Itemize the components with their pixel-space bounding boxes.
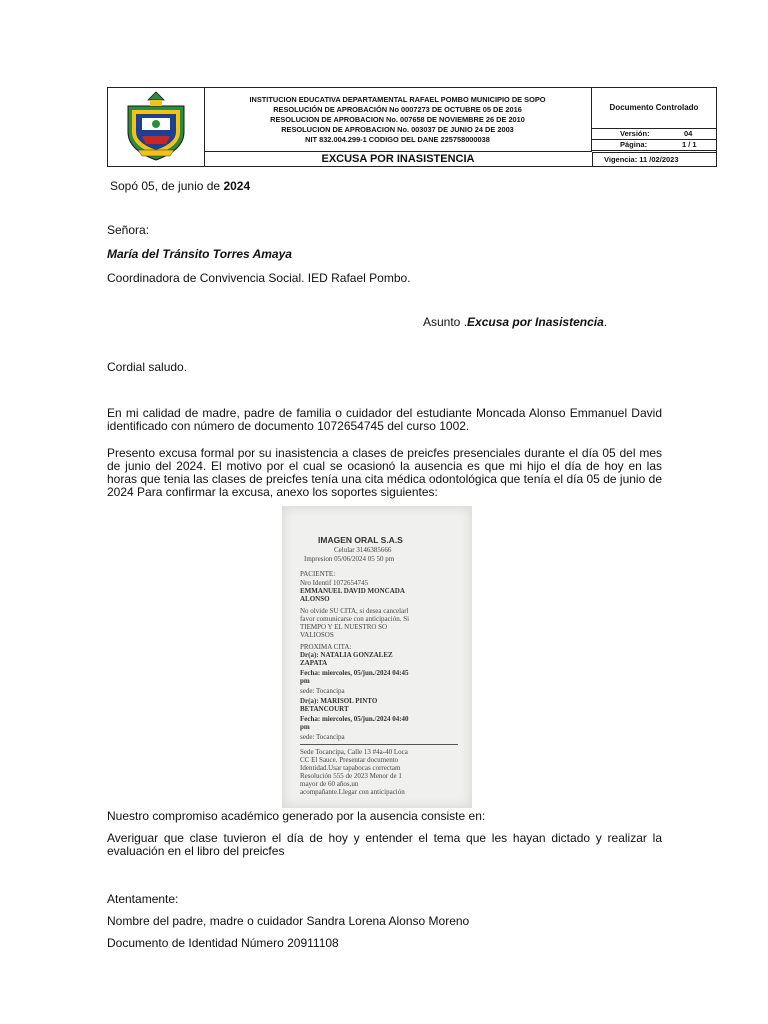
greeting: Cordial saludo.	[107, 360, 188, 374]
paragraph-identification: En mi calidad de madre, padre de familia o cuidador del estudiante Moncada Alonso Emmanuel David identificado con número de documento 1072654745 del curso 1002.	[107, 406, 662, 433]
subject-text: Excusa por Inasistencia	[467, 315, 604, 329]
commitment-title: Nuestro compromiso académico generado por la ausencia consiste en:	[107, 809, 486, 823]
receipt-doctor-2-a: Dr(a): MARISOL PINTO	[300, 697, 378, 705]
receipt-patient-name-1: EMMANUEL DAVID MONCADA	[300, 587, 405, 595]
receipt-date-2-b: pm	[300, 723, 310, 731]
page-label: Página:	[620, 140, 648, 149]
institution-logo	[108, 88, 204, 166]
controlled-document-label: Documento Controlado	[592, 88, 716, 129]
receipt-patient-label: PACIENTE:	[300, 570, 336, 578]
subject-line: Asunto .Excusa por Inasistencia.	[423, 315, 608, 329]
institution-info	[204, 88, 592, 152]
document-title: EXCUSA POR INASISTENCIA	[204, 152, 593, 166]
receipt-title: IMAGEN ORAL S.A.S	[318, 535, 403, 545]
receipt-phone: Celular 3146385666	[334, 546, 392, 554]
parent-name: Nombre del padre, madre o cuidador Sandra Lorena Alonso Moreno	[107, 914, 470, 928]
recipient-role: Coordinadora de Convivencia Social. IED Rafael Pombo.	[107, 271, 411, 285]
logo-cell	[108, 88, 205, 166]
identity-document-number: Documento de Identidad Número 20911108	[107, 936, 339, 950]
receipt-patient-name-2: ALONSO	[300, 595, 330, 603]
receipt-patient-id: Nro Identif 1072654745	[300, 579, 369, 587]
page-value: 1 / 1	[682, 140, 697, 149]
receipt-footer-6: acompañante.Llegar con anticipación	[300, 788, 405, 796]
receipt-footer-2: CC El Sauce. Presentar documento	[300, 756, 399, 764]
version-label: Versión:	[620, 129, 650, 138]
receipt-date-1-b: pm	[300, 677, 310, 685]
letter-date: Sopó 05, de junio de 2024	[110, 179, 251, 193]
commitment-text: Averiguar que clase tuvieron el día de hoy y entender el tema que les hayan dictado y realizar la evaluación en el libro del preicfes	[107, 831, 662, 858]
validity-text: Vigencia: 11 /02/2023	[604, 155, 679, 164]
document-header-table	[107, 87, 717, 167]
receipt-note-4: VALIOSOS	[300, 631, 334, 639]
receipt-footer-4: Resolución 555 de 2023 Menor de 1	[300, 772, 402, 780]
receipt-site-2: sede: Tocancipa	[300, 733, 345, 741]
institution-name: INSTITUCION EDUCATIVA DEPARTAMENTAL RAFAEL POMBO MUNICIPIO DE SOPO	[249, 95, 546, 104]
receipt-doctor-1-a: Dr(a): NATALIA GONZALEZ	[300, 651, 393, 659]
page-row	[592, 139, 716, 151]
validity-row	[592, 152, 716, 167]
appointment-receipt-photo	[282, 506, 472, 808]
receipt-doctor-1-b: ZAPATA	[300, 659, 328, 667]
receipt-footer-1: Sede Tocancipa, Calle 13 #4a-40 Loca	[300, 748, 408, 756]
receipt-printed: Impresion 05/06/2024 05 50 pm	[304, 555, 395, 563]
nit-dane-line: NIT 832.004.299-1 CODIGO DEL DANE 225758000038	[305, 135, 490, 144]
closing: Atentamente:	[107, 892, 179, 906]
receipt-note-2: favor comunicarse con anticipación. Si	[300, 615, 410, 623]
date-year: 2024	[223, 179, 251, 193]
resolution-line-2: RESOLUCION DE APROBACION No. 007658 DE NOVIEMBRE 26 DE 2010	[270, 115, 525, 124]
receipt-site-1: sede: Tocancipa	[300, 687, 345, 695]
resolution-line-3: RESOLUCION DE APROBACION No. 003037 DE JUNIO 24 DE 2003	[281, 125, 514, 134]
recipient-name: María del Tránsito Torres Amaya	[107, 247, 292, 261]
salutation-to: Señora:	[107, 223, 150, 237]
receipt-footer-3: Identidad.Usar tapabocas correctam	[300, 764, 401, 772]
receipt-note-3: TIEMPO Y EL NUESTRO SO	[300, 623, 388, 631]
paragraph-excuse: Presento excusa formal por su inasistencia a clases de preicfes presenciales durante el día 05 del mes de junio del 2024. El motivo por el cual se ocasionó la ausencia es que mi hijo el día de hoy en las horas que tenia las clases de preicfes tenía una cita médica odontológica que tenía el día 05 de junio de 2024 Para confirmar la excusa, anexo los soportes siguientes:	[107, 446, 662, 499]
version-value: 04	[684, 129, 693, 138]
receipt-next-label: PROXIMA CITA:	[300, 643, 352, 651]
receipt-note-1: No olvide SU CITA, si desea cancelarl	[300, 607, 409, 615]
receipt-footer-5: mayor de 60 años,un	[300, 780, 359, 788]
receipt-divider	[300, 744, 458, 745]
receipt-date-1-a: Fecha: miercoles, 05/jun./2024 04:45	[300, 669, 409, 677]
receipt-doctor-2-b: BETANCOURT	[300, 705, 349, 713]
receipt-date-2-a: Fecha: miercoles, 05/jun./2024 04:40	[300, 715, 409, 723]
resolution-line-1: RESOLUCIÓN DE APROBACIÓN No 0007273 DE OCTUBRE 05 DE 2016	[273, 105, 522, 114]
